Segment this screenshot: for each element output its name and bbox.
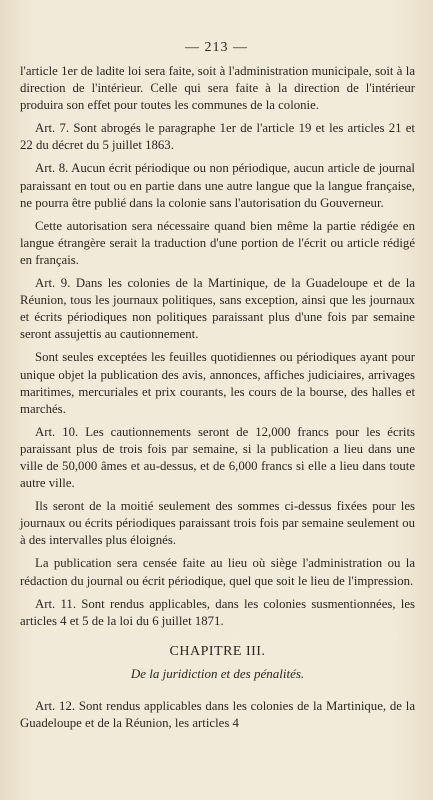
paragraph-half-amounts: Ils seront de la moitié seulement des sommes ci-dessus fixées pour les journaux ou écrits périodiques paraissant trois fois par semaine seulement ou à des intervalles plus éloignés. xyxy=(20,499,415,548)
paragraph-art-11: Art. 11. Sont rendus applicables, dans les colonies susmentionnées, les articles 4 et 5 de la loi du 6 juillet 1871. xyxy=(20,596,415,628)
chapter-title: CHAPITRE III. xyxy=(169,643,266,659)
paragraph-art-10: Art. 10. Les cautionnements seront de 12,000 francs pour les écrits paraissant plus de trois fois par semaine, si la publication a lieu dans une ville de 50,000 âmes et au-dessus, et de 6,000 francs si elle a lieu dans toute autre ville. xyxy=(20,424,415,491)
page-number: — 213 — xyxy=(185,40,248,55)
paragraph-art-7: Art. 7. Sont abrogés le paragraphe 1er de l'article 19 et les articles 21 et 22 du décret du 5 juillet 1863. xyxy=(20,121,415,153)
paragraph-publication-place: La publication sera censée faite au lieu où siège l'administration ou la rédaction du journal ou écrit périodique, quel que soit le lieu de l'impression. xyxy=(20,556,415,588)
paragraph-art-12: Art. 12. Sont rendus applicables dans les colonies de la Martinique, de la Guadeloupe et de la Réunion, les articles 4 xyxy=(20,698,415,730)
chapter-subtitle: De la juridiction et des pénalités. xyxy=(130,665,305,681)
paragraph-art-9: Art. 9. Dans les colonies de la Martinique, de la Guadeloupe et de la Réunion, tous les journaux politiques, sans exception, ainsi que les journaux et écrits périodiques non politiques paraissant plus d'une fois par semaine seront assujettis au cautionnement. xyxy=(20,276,415,342)
paragraph-art-8: Art. 8. Aucun écrit périodique ou non périodique, aucun article de journal paraissant en tout ou en partie dans une autre langue que la langue française, ne pourra être publié dans la colonie sans l'autorisation du Gouverneur. xyxy=(20,161,415,210)
paragraph-continuation: l'article 1er de ladite loi sera faite, soit à l'administration municipale, soit à la direction de l'intérieur. Celle qui sera faite à la direction de l'intérieur produira son effet pour toutes les communes de la colonie. xyxy=(20,64,415,113)
page-body xyxy=(20,63,415,738)
paragraph-exceptions: Sont seules exceptées les feuilles quotidiennes ou périodiques ayant pour unique objet la publication des avis, annonces, affiches judiciaires, arrivages maritimes, mercuriales et prix courants, les cours de la bourse, des halles et marchés. xyxy=(20,350,415,416)
paragraph-authorization: Cette autorisation sera nécessaire quand bien même la partie rédigée en langue étrangère serait la traduction d'une portion de l'écrit ou article rédigé en français. xyxy=(20,218,415,267)
